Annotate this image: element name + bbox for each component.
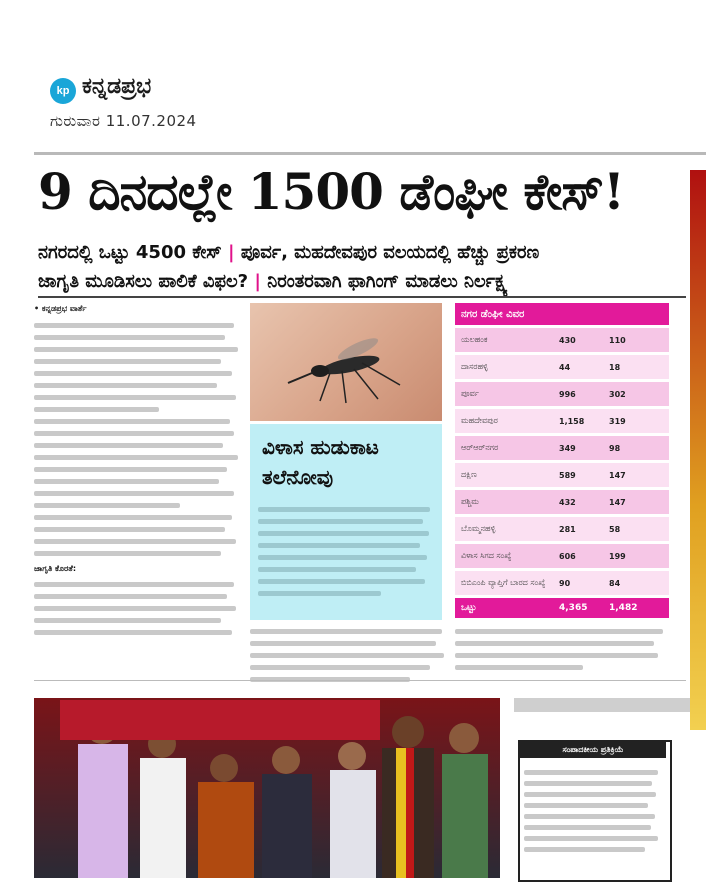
stats-table-row [455,463,669,487]
newspaper-name: ಕನ್ನಡಪ್ರಭ [82,74,152,99]
stats-table-row [455,490,669,514]
stats-table-row [455,517,669,541]
zone-cell: ದಾಸರಹಳ್ಳಿ [461,362,488,371]
total-cell: 281 [559,524,576,534]
recent-cell: 84 [609,578,621,588]
sidebar-box-title: ವಿಳಾಸ ಹುಡುಕಾಟ ತಲೆನೋವು [262,435,379,489]
mosquito-icon [250,303,442,421]
stats-table-row [455,328,669,352]
total-cell: 606 [559,551,576,561]
deck-part-4: ನಿರಂತರವಾಗಿ ಫಾಗಿಂಗ್ ಮಾಡಲು ನಿರ್ಲಕ್ಷ್ಯ [267,271,508,292]
zone-cell: ಆರ್‌ಆರ್‌ನಗರ [461,443,499,452]
zone-cell: ಮಹದೇವಪುರ [461,416,498,425]
deck-part-3: ಜಾಗೃತಿ ಮೂಡಿಸಲು ಪಾಲಿಕೆ ವಿಫಲ? [38,271,249,292]
section-divider [34,680,686,681]
edition-date: ಗುರುವಾರ 11.07.2024 [50,112,197,130]
total-cell: 1,158 [559,416,585,426]
total-cell: 589 [559,470,576,480]
deck-separator: | [254,271,261,292]
total-cell: 996 [559,389,576,399]
recent-cell: 98 [609,443,621,453]
recent-cell: 147 [609,470,626,480]
deck-divider [38,296,686,298]
deck-separator: | [227,242,235,263]
article-subhead: ಜಾಗೃತಿ ಕೊರತೆ: [34,563,77,573]
recent-cell: 18 [609,362,621,372]
mosquito-photo [250,303,442,421]
total-cell: 432 [559,497,576,507]
side-notice-title: ಸಂಪಾದಕೀಯ ಪ್ರತಿಕ್ರಿಯೆ [520,742,666,758]
zone-cell: ಯಲಹಂಕ [461,335,488,344]
recent-cell: 58 [609,524,621,534]
article-column [34,303,242,642]
article-continuation [250,622,450,689]
page-edge-stripe [690,170,706,730]
zone-cell: ಪೂರ್ವ [461,389,479,398]
article-byline: • ಕನ್ನಡಪ್ರಭ ವಾರ್ತೆ [34,304,87,313]
total-cell: 430 [559,335,576,345]
total-cases: 4,365 [559,603,588,613]
masthead-divider [34,152,706,155]
deck-part-2: ಪೂರ್ವ, ಮಹದೇವಪುರ ವಲಯದಲ್ಲಿ ಹೆಚ್ಚು ಪ್ರಕರಣ [240,242,540,263]
recent-cell: 199 [609,551,626,561]
stats-table-row [455,436,669,460]
table-footer-text [455,622,669,677]
total-cell: 90 [559,578,571,588]
total-cell: 349 [559,443,576,453]
page-headline: 9 ದಿನದಲ್ಲೇ 1500 ಡೆಂಘೀ ಕೇಸ್! [38,162,624,221]
recent-cell: 110 [609,335,626,345]
article-body [34,323,242,556]
zone-cell: ದಕ್ಷಿಣ [461,470,477,479]
brand-logo: kp [50,78,76,104]
total-label: ಒಟ್ಟು [461,603,477,613]
recent-cell: 147 [609,497,626,507]
zone-cell: ಬೊಮ್ಮನಹಳ್ಳಿ [461,524,496,533]
total-recent: 1,482 [609,603,638,613]
side-notice-body [524,764,662,858]
total-cell: 44 [559,362,571,372]
stats-table-row [455,355,669,379]
recent-cell: 319 [609,416,626,426]
article-body-continued [34,582,242,635]
stats-table-total-row [455,598,669,618]
zone-cell: ವಿಳಾಸ ಸಿಗದ ಸಂಖ್ಯೆ [461,551,512,560]
stats-table-row [455,382,669,406]
event-banner [60,700,380,740]
deck-part-1: ನಗರದಲ್ಲಿ ಒಟ್ಟು 4500 ಕೇಸ್ [38,242,222,263]
zone-cell: ಬಿಬಿಎಂಪಿ ವ್ಯಾಪ್ತಿಗೆ ಬಾರದ ಸಂಖ್ಯೆ [461,578,546,587]
recent-cell: 302 [609,389,626,399]
stats-table-row [455,544,669,568]
stats-table-title: ನಗರ ಡೆಂಘೀ ವಿವರ [455,303,669,325]
stats-table-row [455,571,669,595]
stats-table-row [455,409,669,433]
sidebar-box-body [258,500,434,603]
section-strip [514,698,690,712]
headline-deck [38,238,688,296]
zone-cell: ಪಶ್ಚಿಮ [461,497,479,506]
